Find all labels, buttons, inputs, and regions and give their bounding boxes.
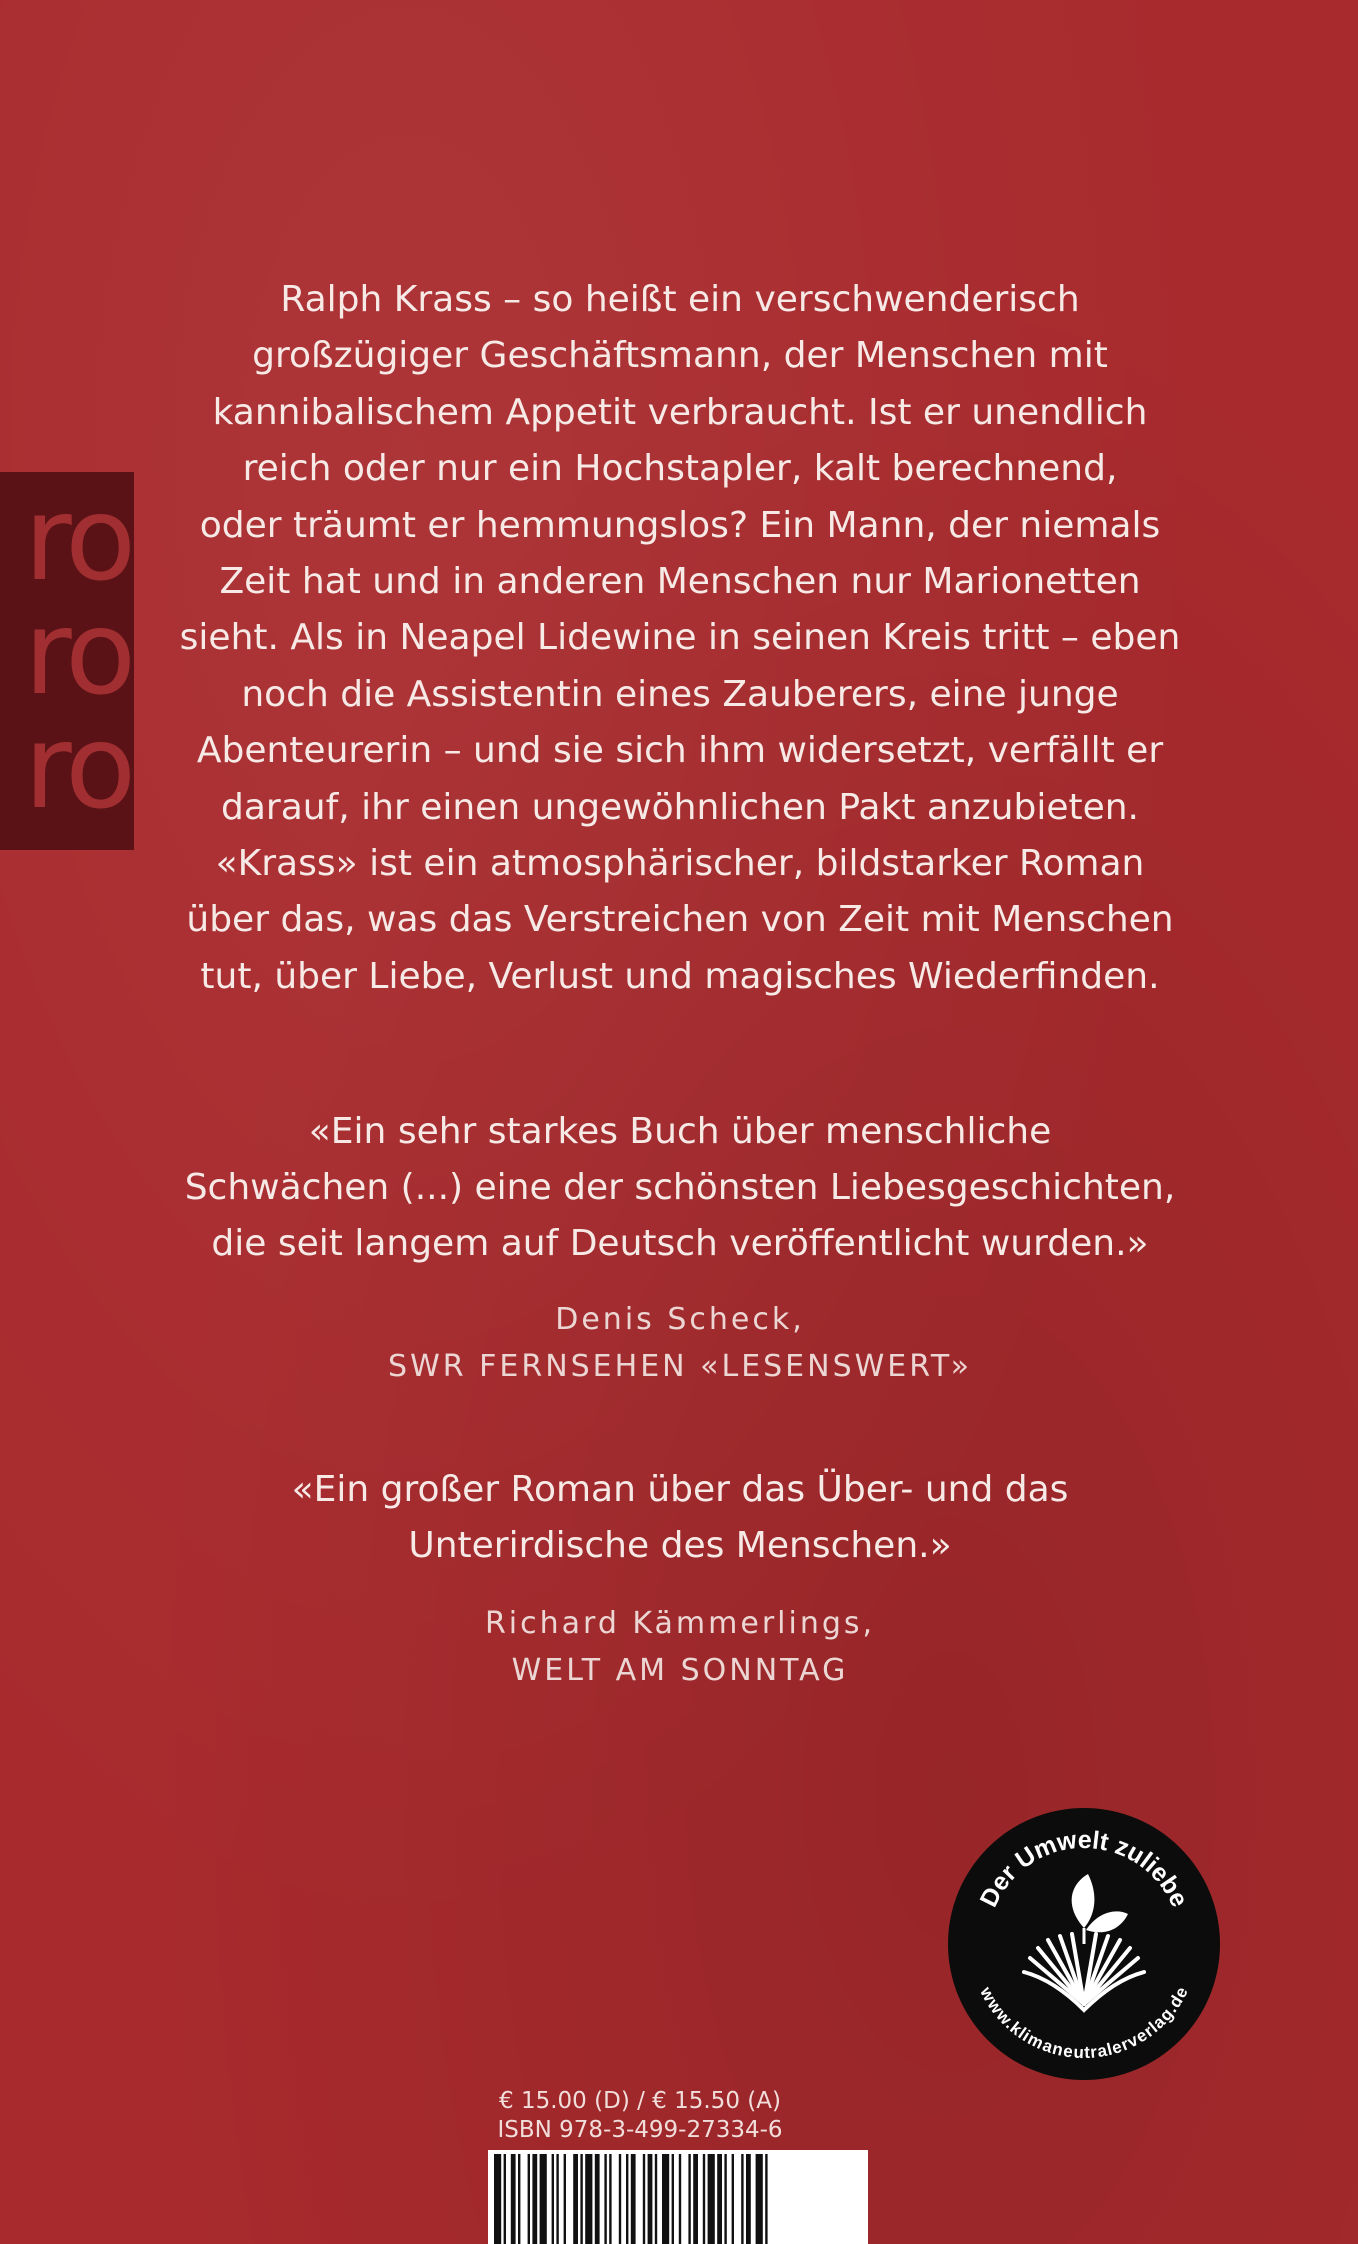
barcode-bar bbox=[595, 2154, 600, 2244]
book-with-leaves-icon bbox=[1024, 1874, 1144, 2010]
barcode-bar bbox=[609, 2154, 611, 2244]
blurb-line: sieht. Als in Neapel Lidewine in seinen Kreis tritt – eben bbox=[179, 617, 1181, 659]
barcode-bar bbox=[564, 2154, 566, 2244]
barcode-bar bbox=[540, 2154, 547, 2244]
review-quote-1 bbox=[160, 1104, 1200, 1272]
blurb-line: oder träumt er hemmungslos? Ein Mann, der niemals bbox=[199, 504, 1161, 546]
climate-neutral-badge bbox=[948, 1808, 1220, 2080]
review-source-1 bbox=[200, 1296, 1160, 1390]
barcode-bar bbox=[679, 2154, 681, 2244]
isbn-line: ISBN 978-3-499-27334-6 bbox=[497, 2117, 783, 2143]
barcode-bar bbox=[703, 2154, 705, 2244]
barcode-bar bbox=[708, 2154, 715, 2244]
book-blurb bbox=[170, 272, 1190, 1005]
quote-line: Schwächen (...) eine der schönsten Liebesgeschichten, bbox=[184, 1167, 1176, 1208]
review-quote-2 bbox=[160, 1462, 1200, 1574]
reviewer-name: Richard Kämmerlings, bbox=[484, 1606, 876, 1641]
barcode-bar bbox=[717, 2154, 722, 2244]
barcode-bar bbox=[746, 2154, 751, 2244]
imprint-line: ro bbox=[24, 472, 133, 607]
reviewer-name: Denis Scheck, bbox=[555, 1302, 805, 1337]
badge-bottom-text: www.klimaneutralerverlag.de bbox=[976, 1983, 1192, 2063]
reviewer-outlet: WELT AM SONNTAG bbox=[511, 1653, 849, 1688]
isbn-barcode bbox=[488, 2150, 868, 2244]
quote-line: «Ein großer Roman über das Über- und das bbox=[291, 1469, 1069, 1510]
blurb-line: kannibalischem Appetit verbraucht. Ist er unendlich bbox=[212, 391, 1148, 433]
imprint-line: ro bbox=[24, 586, 133, 721]
rororo-imprint-logo bbox=[0, 472, 134, 850]
barcode-graphic bbox=[488, 2150, 868, 2244]
barcode-bar bbox=[494, 2154, 501, 2244]
barcode-bar bbox=[626, 2154, 628, 2244]
barcode-bar bbox=[693, 2154, 698, 2244]
barcode-bar bbox=[511, 2154, 516, 2244]
barcode-bar bbox=[648, 2154, 653, 2244]
blurb-line: noch die Assistentin eines Zauberers, eine junge bbox=[241, 673, 1119, 715]
barcode-bar bbox=[552, 2154, 554, 2244]
quote-line: «Ein sehr starkes Buch über menschliche bbox=[308, 1111, 1052, 1152]
barcode-bar bbox=[643, 2154, 645, 2244]
barcode-bar bbox=[655, 2154, 657, 2244]
blurb-line: Ralph Krass – so heißt ein verschwenderisch bbox=[280, 279, 1080, 320]
barcode-bar bbox=[573, 2154, 578, 2244]
blurb-line: darauf, ihr einen ungewöhnlichen Pakt anzubieten. bbox=[220, 786, 1140, 828]
barcode-bar bbox=[631, 2154, 636, 2244]
barcode-bar bbox=[688, 2154, 690, 2244]
barcode-bar bbox=[756, 2154, 763, 2244]
barcode-bar bbox=[556, 2154, 558, 2244]
imprint-line: ro bbox=[24, 700, 133, 835]
quote-line: die seit langem auf Deutsch veröffentlicht wurden.» bbox=[211, 1223, 1149, 1264]
barcode-bar bbox=[741, 2154, 743, 2244]
barcode-bar bbox=[732, 2154, 734, 2244]
barcode-bar bbox=[585, 2154, 592, 2244]
barcode-bar bbox=[518, 2154, 520, 2244]
blurb-line: Abenteurerin – und sie sich ihm widersetzt, verfällt er bbox=[196, 730, 1164, 772]
barcode-bar bbox=[662, 2154, 669, 2244]
blurb-line: Zeit hat und in anderen Menschen nur Marionetten bbox=[219, 561, 1141, 603]
barcode-bar bbox=[724, 2154, 726, 2244]
review-source-2 bbox=[200, 1600, 1160, 1694]
blurb-line: «Krass» ist ein atmosphärischer, bildstarker Roman bbox=[215, 843, 1145, 885]
badge-graphic bbox=[948, 1808, 1220, 2080]
quote-line: Unterirdische des Menschen.» bbox=[408, 1525, 952, 1566]
barcode-bar bbox=[532, 2154, 537, 2244]
barcode-bar bbox=[619, 2154, 621, 2244]
blurb-line: großzügiger Geschäftsmann, der Menschen mit bbox=[252, 335, 1108, 377]
badge-top-text: Der Umwelt zuliebe bbox=[974, 1825, 1194, 1912]
price-info bbox=[480, 2087, 800, 2145]
barcode-bar bbox=[765, 2154, 767, 2244]
barcode-bar bbox=[672, 2154, 674, 2244]
blurb-line: über das, was das Verstreichen von Zeit mit Menschen bbox=[186, 899, 1174, 941]
reviewer-outlet: SWR FERNSEHEN «LESENSWERT» bbox=[388, 1349, 972, 1384]
barcode-bar bbox=[580, 2154, 582, 2244]
barcode-bar bbox=[504, 2154, 506, 2244]
price-line: € 15.00 (D) / € 15.50 (A) bbox=[499, 2088, 781, 2114]
blurb-line: reich oder nur ein Hochstapler, kalt berechnend, bbox=[242, 448, 1118, 490]
barcode-bar bbox=[604, 2154, 606, 2244]
barcode-bar bbox=[528, 2154, 530, 2244]
blurb-line: tut, über Liebe, Verlust und magisches Wiederfinden. bbox=[200, 955, 1160, 997]
